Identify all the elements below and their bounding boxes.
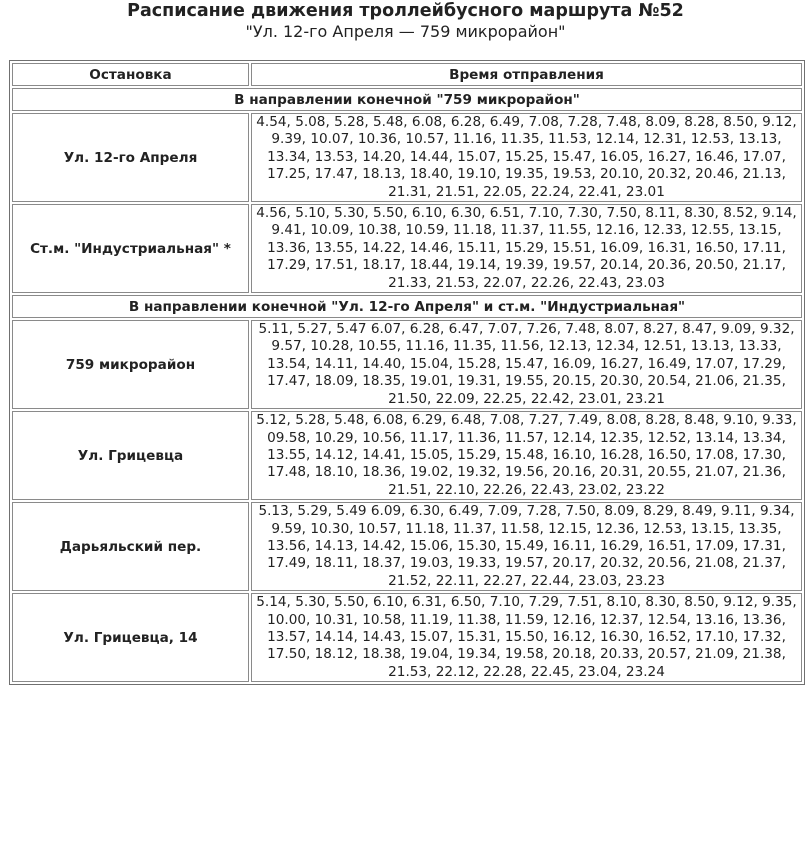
departure-times: 5.13, 5.29, 5.49 6.09, 6.30, 6.49, 7.09, 7.28, 7.50, 8.09, 8.29, 8.49, 9.11, 9.34, 9.59, 10.30, 10.57, 11.18, 11.37, 11.58, 12.15, 12.36, 12.53, 13.15, 13.35, 13.56, 14.13, 14.42, 15.06, 15.30, 15.49, 16.11, 16.29, 16.51, 17.09, 17.31, 17.49, 18.11, 18.37, 19.03, 19.33, 19.57, 20.17, 20.32, 20.56, 21.08, 21.37, 21.52, 22.11, 22.27, 22.44, 23.03, 23.23: [251, 502, 802, 591]
header-row: [12, 63, 802, 86]
departure-times: 5.14, 5.30, 5.50, 6.10, 6.31, 6.50, 7.10, 7.29, 7.51, 8.10, 8.30, 8.50, 9.12, 9.35, 10.00, 10.31, 10.58, 11.19, 11.38, 11.59, 12.16, 12.37, 12.54, 13.16, 13.36, 13.57, 14.14, 14.43, 15.07, 15.31, 15.50, 16.12, 16.30, 16.52, 17.10, 17.32, 17.50, 18.12, 18.38, 19.04, 19.34, 19.58, 20.18, 20.33, 20.57, 21.09, 21.38, 21.53, 22.12, 22.28, 22.45, 23.04, 23.24: [251, 593, 802, 682]
table-row: [12, 502, 802, 591]
page-subtitle: "Ул. 12-го Апреля — 759 микрорайон": [245, 22, 566, 41]
table-row: [12, 320, 802, 409]
stop-name: Ул. 12-го Апреля: [12, 113, 249, 202]
stop-name: 759 микрорайон: [12, 320, 249, 409]
column-header-stop: Остановка: [12, 63, 249, 86]
table-row: [12, 593, 802, 682]
schedule-table: [9, 60, 805, 685]
table-row: [12, 411, 802, 500]
section-header-to-759: В направлении конечной "759 микрорайон": [12, 88, 802, 111]
page-title: Расписание движения троллейбусного маршрута №52: [127, 1, 684, 21]
stop-name: Ул. Грицевца, 14: [12, 593, 249, 682]
section-row: [12, 295, 802, 318]
column-header-time: Время отправления: [251, 63, 802, 86]
departure-times: 5.12, 5.28, 5.48, 6.08, 6.29, 6.48, 7.08, 7.27, 7.49, 8.08, 8.28, 8.48, 9.10, 9.33, 09.58, 10.29, 10.56, 11.17, 11.36, 11.57, 12.14, 12.35, 12.52, 13.14, 13.34, 13.55, 14.12, 14.41, 15.05, 15.29, 15.48, 16.10, 16.28, 16.50, 17.08, 17.30, 17.48, 18.10, 18.36, 19.02, 19.32, 19.56, 20.16, 20.31, 20.55, 21.07, 21.36, 21.51, 22.10, 22.26, 22.43, 23.02, 23.22: [251, 411, 802, 500]
stop-name: Ул. Грицевца: [12, 411, 249, 500]
section-header-to-12-aprelya: В направлении конечной "Ул. 12-го Апреля" и ст.м. "Индустриальная": [12, 295, 802, 318]
stop-name: Ст.м. "Индустриальная" *: [12, 204, 249, 293]
table-row: [12, 113, 802, 202]
section-row: [12, 88, 802, 111]
stop-name: Дарьяльский пер.: [12, 502, 249, 591]
departure-times: 4.56, 5.10, 5.30, 5.50, 6.10, 6.30, 6.51, 7.10, 7.30, 7.50, 8.11, 8.30, 8.52, 9.14, 9.41, 10.09, 10.38, 10.59, 11.18, 11.37, 11.55, 12.16, 12.33, 12.55, 13.15, 13.36, 13.55, 14.22, 14.46, 15.11, 15.29, 15.51, 16.09, 16.31, 16.50, 17.11, 17.29, 17.51, 18.17, 18.44, 19.14, 19.39, 19.57, 20.14, 20.36, 20.50, 21.17, 21.33, 21.53, 22.07, 22.26, 22.43, 23.03: [251, 204, 802, 293]
titles: [0, 0, 811, 42]
departure-times: 5.11, 5.27, 5.47 6.07, 6.28, 6.47, 7.07, 7.26, 7.48, 8.07, 8.27, 8.47, 9.09, 9.32, 9.57, 10.28, 10.55, 11.16, 11.35, 11.56, 12.13, 12.34, 12.51, 13.13, 13.33, 13.54, 14.11, 14.40, 15.04, 15.28, 15.47, 16.09, 16.27, 16.49, 17.07, 17.29, 17.47, 18.09, 18.35, 19.01, 19.31, 19.55, 20.15, 20.30, 20.54, 21.06, 21.35, 21.50, 22.09, 22.25, 22.42, 23.01, 23.21: [251, 320, 802, 409]
table-row: [12, 204, 802, 293]
departure-times: 4.54, 5.08, 5.28, 5.48, 6.08, 6.28, 6.49, 7.08, 7.28, 7.48, 8.09, 8.28, 8.50, 9.12, 9.39, 10.07, 10.36, 10.57, 11.16, 11.35, 11.53, 12.14, 12.31, 12.53, 13.13, 13.34, 13.53, 14.20, 14.44, 15.07, 15.25, 15.47, 16.05, 16.27, 16.46, 17.07, 17.25, 17.47, 18.13, 18.40, 19.10, 19.35, 19.53, 20.10, 20.32, 20.46, 21.13, 21.31, 21.51, 22.05, 22.24, 22.41, 23.01: [251, 113, 802, 202]
